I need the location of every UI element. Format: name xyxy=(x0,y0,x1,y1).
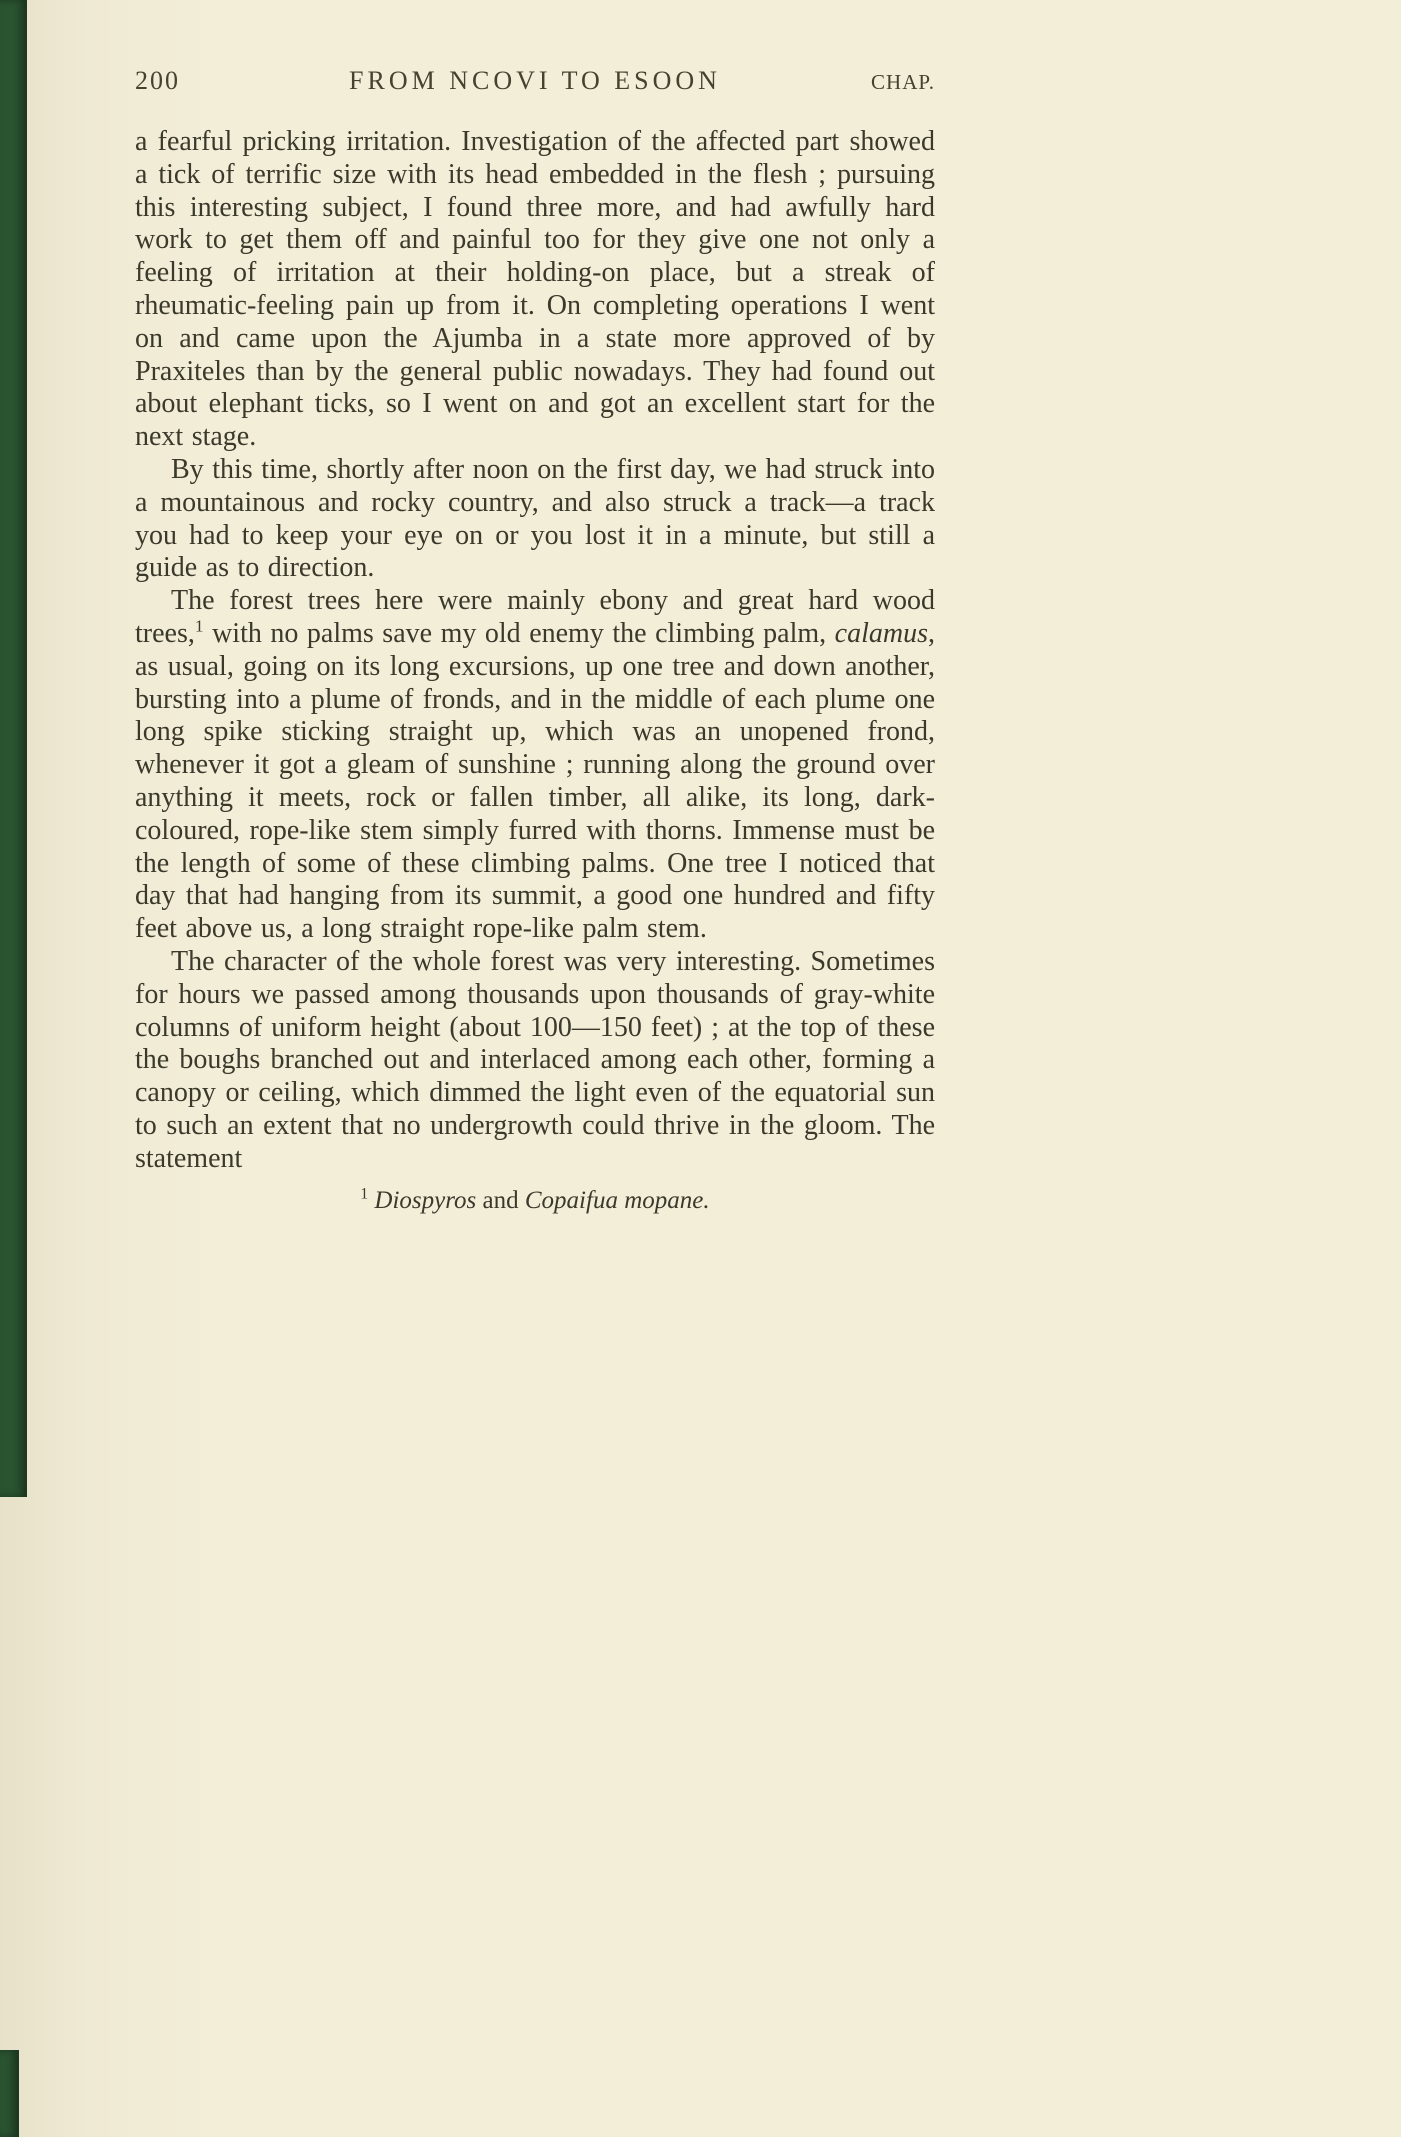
text-run: , as usual, going on its long excursions, up one tree and down another, bursting into a plume of fronds, and in the middle of each plume one long spike sticking straight up, which was an unopened frond, whenever it got a gleam of sunshine ; running along the ground over anything it meets, rock or fallen timber, all alike, its long, dark-coloured, rope-like stem simply furred with thorns. Immense must be the length of some of these climbing palms. One tree I noticed that day that had hanging from its summit, a good one hundred and fifty feet above us, a long straight rope-like palm stem. xyxy=(135,617,935,945)
text-run: a fearful pricking irritation. Investigation of the affected part showed a tick of terrific size with its head embedded in the flesh ; pursuing this interesting subject, I found three more, and had awfully hard work to get them off and painful too for they give one not only a feeling of irritation at their holding-on place, but a streak of rheumatic-feeling pain up from it. On completing operations I went on and came upon the Ajumba in a state more approved of by Praxiteles than by the general public nowadays. They had found out about elephant ticks, so I went on and got an excellent start for the next stage. xyxy=(135,126,935,453)
footnote-marker: 1 xyxy=(360,1185,369,1203)
paragraph xyxy=(135,454,935,585)
footnote-marker: 1 xyxy=(194,616,204,636)
paragraph xyxy=(135,946,935,1176)
running-title: FROM NCOVI TO ESOON xyxy=(349,66,721,95)
text-run: and xyxy=(476,1186,525,1214)
text-run: By this time, shortly after noon on the first day, we had struck into a mountainous and rocky country, and also struck a track—a track you had to keep your eye on or you lost it in a minute, but still a guide as to direction. xyxy=(135,453,935,584)
chapter-label: CHAP. xyxy=(871,70,935,94)
text-run: Copaifua mopane. xyxy=(524,1186,710,1214)
body-text xyxy=(135,126,935,1176)
text-run: Diospyros xyxy=(374,1186,477,1214)
text-run: calamus xyxy=(834,617,928,649)
page-header xyxy=(135,66,935,96)
text-run: The forest trees here were mainly ebony and great hard wood trees, xyxy=(135,585,935,649)
footnote xyxy=(135,1186,935,1216)
paragraph xyxy=(135,585,935,946)
text-run: with no palms save my old enemy the climbing palm, xyxy=(203,617,835,649)
paragraph xyxy=(135,126,935,454)
page-number: 200 xyxy=(135,66,180,95)
binding-edge-bottom xyxy=(0,2050,19,2137)
binding-edge-top xyxy=(0,0,27,1497)
page-content xyxy=(135,66,935,1216)
text-run: The character of the whole forest was very interesting. Sometimes for hours we passed among thousands upon thousands of gray-white columns of uniform height (about 100—150 feet) ; at the top of these the boughs branched out and interlaced among each other, forming a canopy or ceiling, which dimmed the light even of the equatorial sun to such an extent that no undergrowth could thrive in the gloom. The statement xyxy=(135,945,935,1174)
